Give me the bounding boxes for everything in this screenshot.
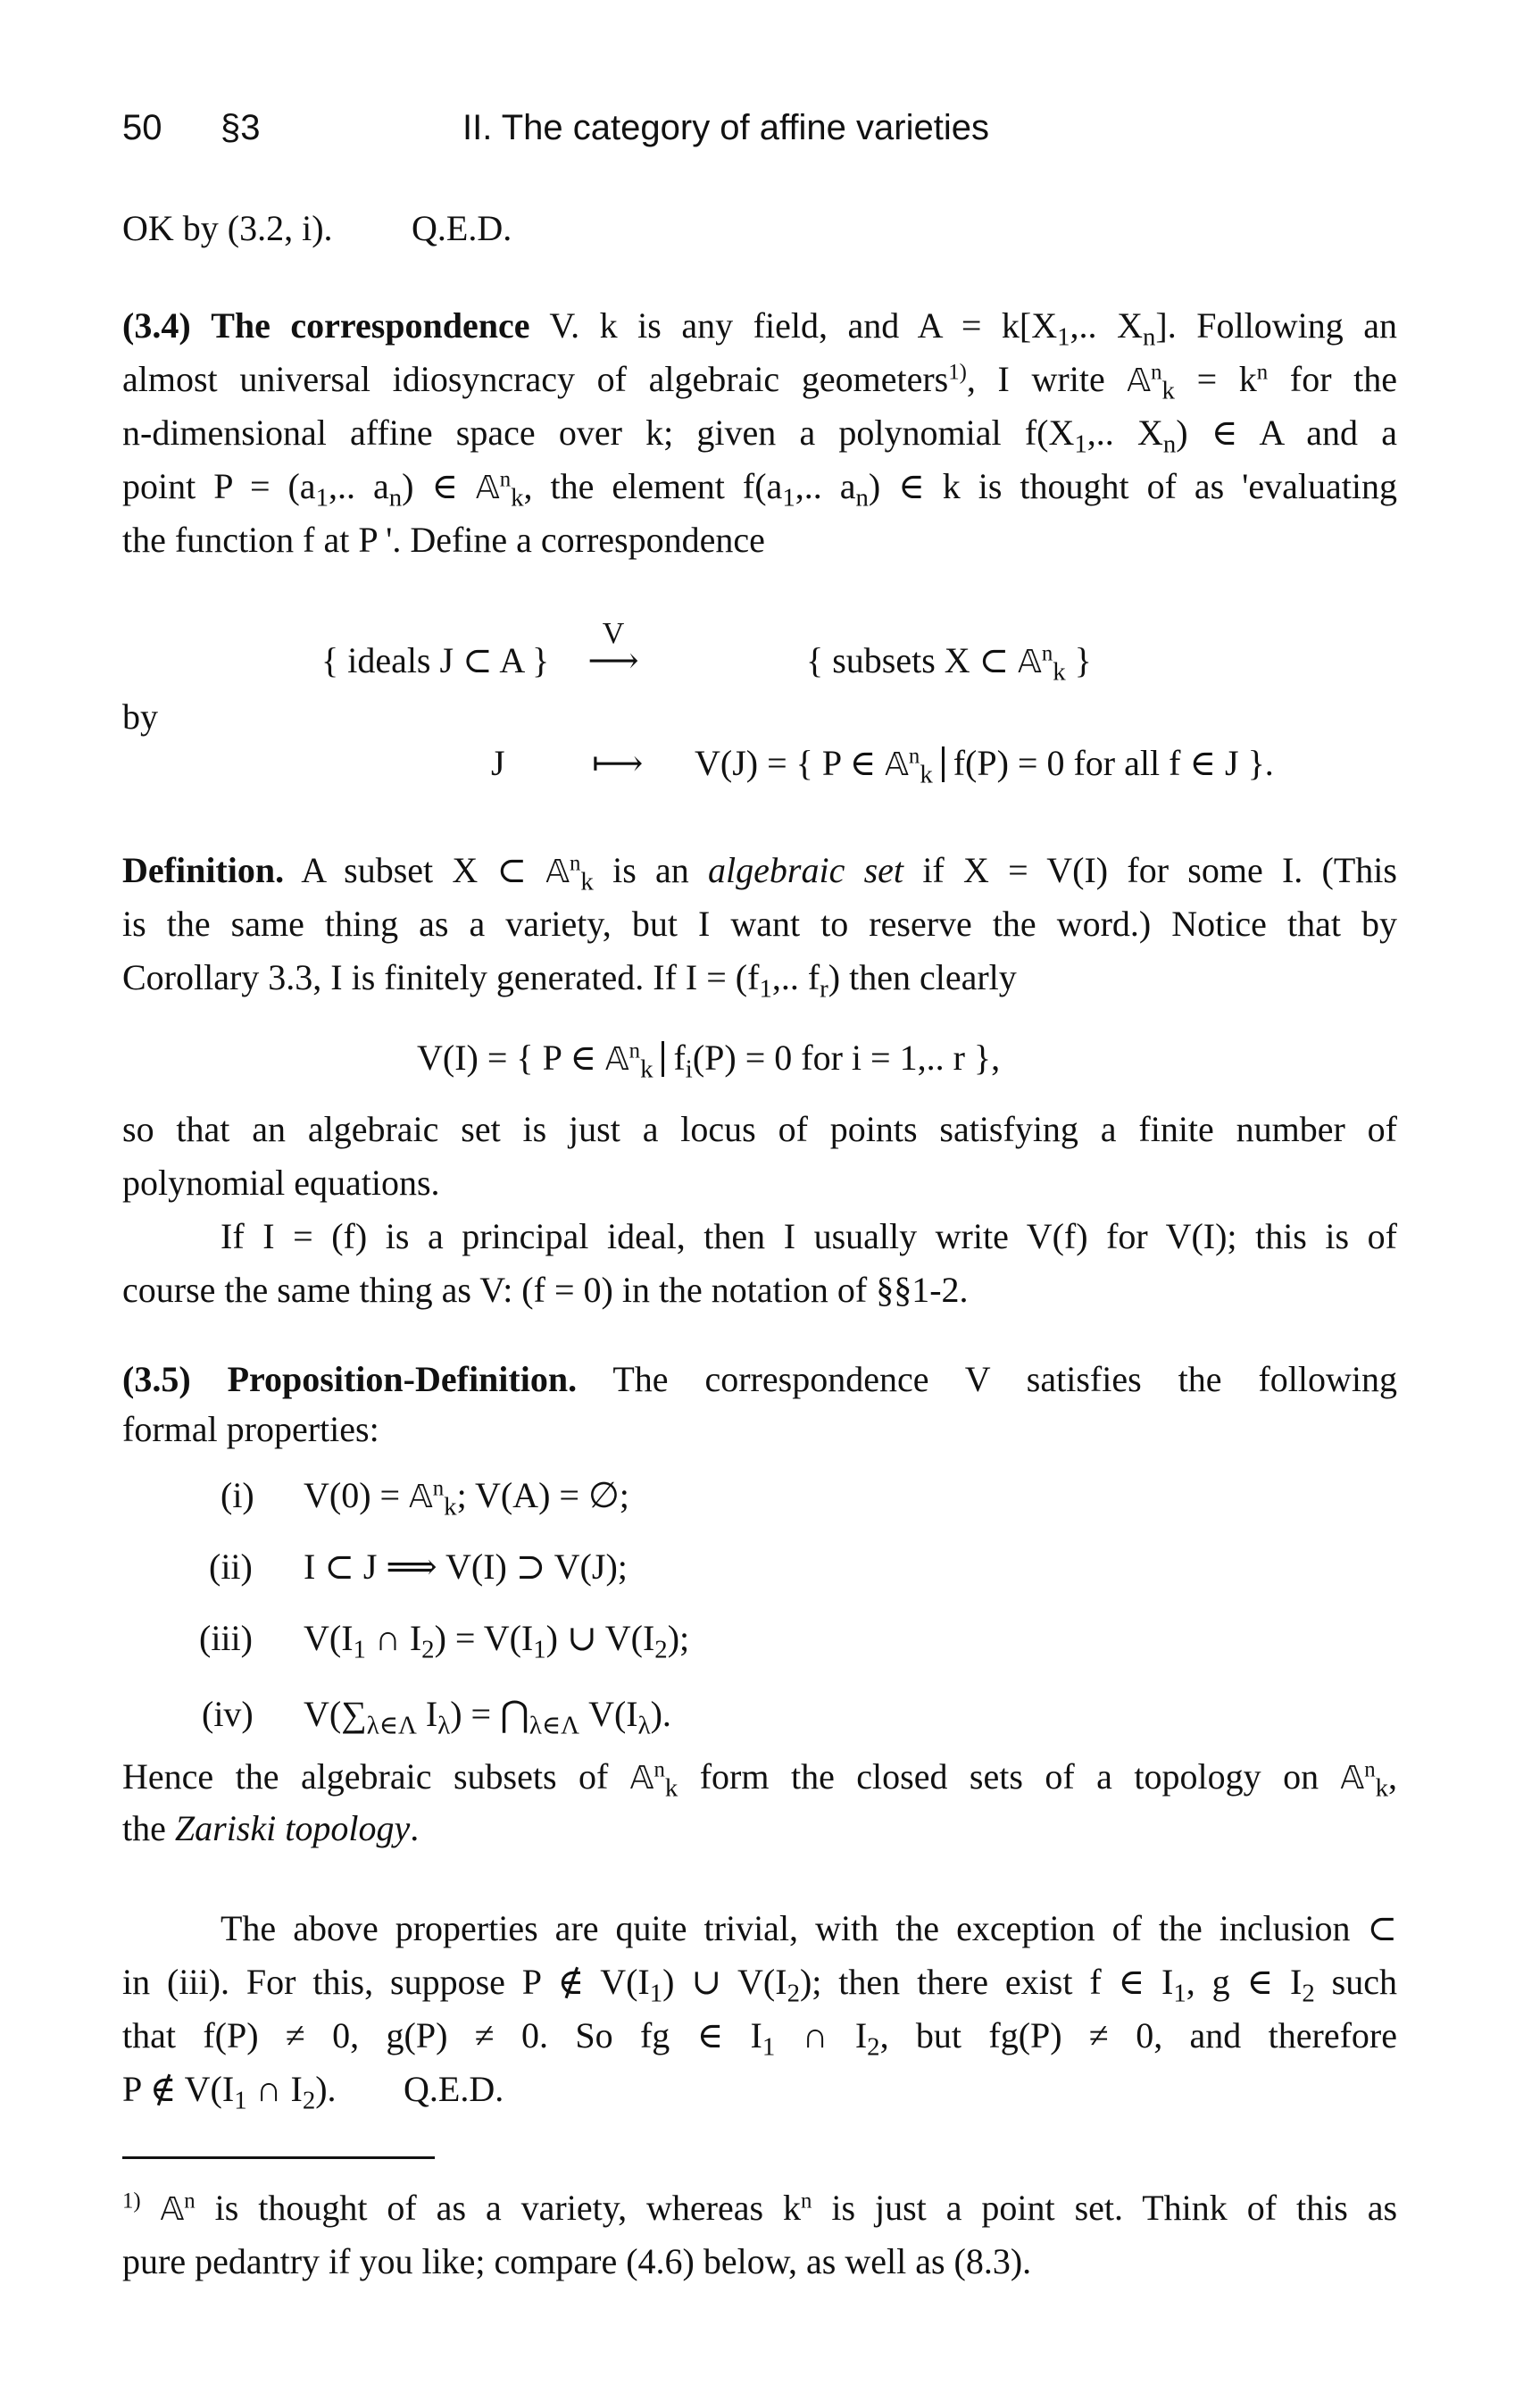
footnote-line-2: pure pedantry if you like; compare (4.6) below, as well as (8.3). bbox=[122, 2241, 1032, 2281]
proof-line-3: that f(P) ≠ 0, g(P) ≠ 0. So fg ∈ $I_1$ ∩ $I_2$, but fg(P) ≠ 0, and therefore bbox=[122, 2015, 1397, 2062]
correspondence-left: { ideals J ⊂ A } bbox=[321, 640, 550, 680]
proof-line-1: The above properties are quite trivial, with the exception of the inclusion ⊂ bbox=[221, 1908, 1397, 1948]
definition-line-7: course the same thing as V: (f = 0) in the notation of §§1-2. bbox=[122, 1270, 969, 1310]
affine-space-symbol: 𝔸 bbox=[1127, 363, 1152, 399]
section-mark: §3 bbox=[221, 108, 261, 147]
definition-line-3: Corollary 3.3, I is finitely generated. If $I = (f_1$,.. $f_r$) then clearly bbox=[122, 957, 1017, 1004]
s34-title: The correspondence bbox=[211, 305, 530, 346]
zariski-term: Zariski topology bbox=[174, 1808, 411, 1848]
s35-number: (3.5) bbox=[122, 1359, 191, 1399]
footnote-mark: 1) bbox=[122, 2189, 141, 2214]
definition-line-5: polynomial equations. bbox=[122, 1163, 440, 1203]
property-iii: $V(I_1$ ∩ $I_2) = V(I_1)$ ∪ $V(I_2)$; bbox=[304, 1618, 690, 1664]
s35-line-1: (3.5) Proposition-Definition. The correspondence V satisfies the following bbox=[122, 1359, 1397, 1399]
V-of-J: V(J) = { P ∈ 𝔸$^n_k$ f(P) = 0 for all f ∈ J }. bbox=[695, 743, 1274, 789]
s34-line-5: the function f at P '. Define a correspondence bbox=[122, 520, 765, 560]
intro-qed: Q.E.D. bbox=[412, 208, 512, 248]
correspondence-right: { subsets X ⊂ 𝔸$^n_k$ } bbox=[806, 640, 1092, 687]
property-iii-label: (iii) bbox=[199, 1618, 253, 1658]
property-i: V(0) = 𝔸$^n_k$; V(A) = ∅; bbox=[304, 1475, 629, 1522]
footnote-ref: 1) bbox=[948, 360, 967, 385]
definition-line-2: is the same thing as a variety, but I want to reserve the word.) Notice that by bbox=[122, 904, 1397, 944]
definition-label: Definition. bbox=[122, 850, 285, 890]
s35-line-2: formal properties: bbox=[122, 1409, 379, 1449]
page-number: 50 bbox=[122, 108, 162, 147]
s34-line-4: point $P = (a_1$,.. $a_n$) ∈ 𝔸$^n_k$, the element $f(a_1$,.. $a_n$) ∈ k is thought of as 'evaluating bbox=[122, 466, 1397, 513]
property-iv-label: (iv) bbox=[202, 1694, 254, 1734]
correspondence-arrow: V ⟶ bbox=[587, 638, 640, 683]
property-ii-label: (ii) bbox=[209, 1547, 253, 1587]
by-label: by bbox=[122, 696, 158, 737]
proof-qed: Q.E.D. bbox=[404, 2069, 504, 2109]
definition-line-4: so that an algebraic set is just a locus of points satisfying a finite number of bbox=[122, 1109, 1397, 1149]
map-J: J bbox=[491, 743, 505, 783]
property-i-label: (i) bbox=[221, 1475, 254, 1515]
definition-line-6: If I = (f) is a principal ideal, then I usually write V(f) for V(I); this is of bbox=[221, 1216, 1397, 1256]
proof-line-2: in (iii). For this, suppose P ∉ $V(I_1)$ ∪ $V(I_2)$; then there exist f ∈ $I_1$, g ∈ $I_2$ such bbox=[122, 1962, 1398, 2008]
property-ii: I ⊂ J ⟹ V(I) ⊃ V(J); bbox=[304, 1547, 628, 1587]
proof-line-4: P ∉ $V(I_1$ ∩ $I_2$). bbox=[122, 2069, 337, 2115]
mapsto-arrow: ⟼ bbox=[592, 743, 644, 783]
chapter-title: II. The category of affine varieties bbox=[462, 108, 989, 147]
s34-line-3: n-dimensional affine space over k; given a polynomial $f(X_1$,.. $X_n$) ∈ A and a bbox=[122, 413, 1397, 459]
s35-title: Proposition-Definition. bbox=[227, 1359, 578, 1399]
property-iv: $V(\sum_{\lambda\in\Lambda}$ $I_\lambda$) = $⋂_{\lambda\in\Lambda}$ $V(I_\lambda)$. bbox=[304, 1694, 671, 1740]
s34-number: (3.4) bbox=[122, 305, 191, 346]
algebraic-set-term: algebraic set bbox=[708, 850, 904, 890]
footnote-line-1: $^{1)}$ 𝔸$^n$ is thought of as a variety, whereas $k^n$ is just a point set. Think of this as bbox=[122, 2188, 1398, 2228]
s35-hence-line-2: the Zariski topology. bbox=[122, 1808, 420, 1848]
s35-hence-line-1: Hence the algebraic subsets of 𝔸$^n_k$ form the closed sets of a topology on 𝔸$^n_k$, bbox=[122, 1756, 1398, 1803]
definition-display: V(I) = { P ∈ 𝔸$^n_k$ $f_i(P) = 0$ for i = 1,.. r }, bbox=[417, 1038, 1001, 1084]
intro-ok: OK by (3.2, i). bbox=[122, 208, 333, 248]
footnote-rule bbox=[122, 2156, 435, 2159]
s34-line-2: almost universal idiosyncracy of algebraic geometers$^{1)}$, I write 𝔸$^n_k$ = $k^n$ for the bbox=[122, 359, 1398, 405]
arrow-label: V bbox=[602, 617, 625, 650]
definition-line-1: Definition. A subset X ⊂ 𝔸$^n_k$ is an algebraic set if X = V(I) for some I. (This bbox=[122, 850, 1397, 896]
s34-line-1: (3.4) The correspondence V. k is any field, and $A = k[X_1$,.. $X_n$]. Following an bbox=[122, 305, 1398, 352]
